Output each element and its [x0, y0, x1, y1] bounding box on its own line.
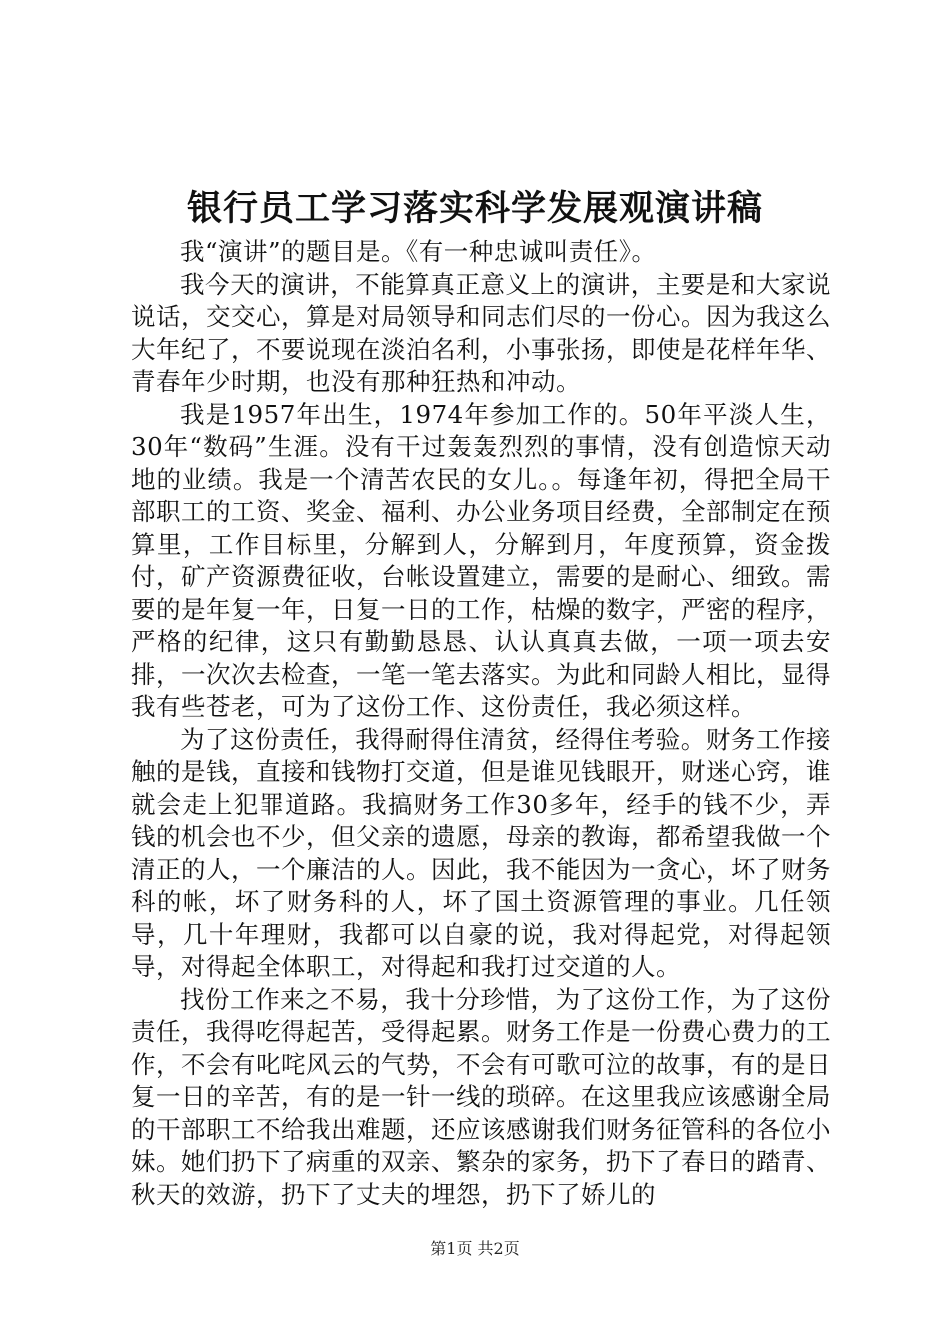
- paragraph-5: 找份工作来之不易，我十分珍惜，为了这份工作，为了这份责任，我得吃得起苦，受得起累。财务工作是一份费心费力的工作，不会有叱咤风云的气势，不会有可歌可泣的故事，有的是日复一日的辛苦，有的是一针一线的琐碎。在这里我应该感谢全局的干部职工不给我出难题，还应该感谢我们财务征管科的各位小妹。她们扔下了病重的双亲、繁杂的家务，扔下了春日的踏青、秋天的效游，扔下了丈夫的埋怨，扔下了娇儿的: [131, 984, 831, 1209]
- paragraph-4: 为了这份责任，我得耐得住清贫，经得住考验。财务工作接触的是钱，直接和钱物打交道，但是谁见钱眼开，财迷心窍，谁就会走上犯罪道路。我搞财务工作30多年，经手的钱不少，弄钱的机会也不少，但父亲的遗愿，母亲的教诲，都希望我做一个清正的人，一个廉洁的人。因此，我不能因为一贪心，坏了财务科的帐，坏了财务科的人，坏了国土资源管理的事业。几任领导，几十年理财，我都可以自豪的说，我对得起党，对得起领导，对得起全体职工，对得起和我打过交道的人。: [131, 724, 831, 981]
- paragraph-3: 我是1957年出生，1974年参加工作的。50年平淡人生，30年“数码”生涯。没有干过轰轰烈烈的事情，没有创造惊天动地的业绩。我是一个清苦农民的女儿。。每逢年初，得把全局干部职工的工资、奖金、福利、办公业务项目经费，全部制定在预算里，工作目标里，分解到人，分解到月，年度预算，资金拨付，矿产资源费征收，台帐设置建立，需要的是耐心、细致。需要的是年复一年，日复一日的工作，枯燥的数字，严密的程序，严格的纪律，这只有勤勤恳恳、认认真真去做，一项一项去安排，一次次去检查，一笔一笔去落实。为此和同龄人相比，显得我有些苍老，可为了这份工作、这份责任，我必须这样。: [131, 399, 831, 721]
- paragraph-1: 我“演讲”的题目是。《有一种忠诚叫责任》。: [180, 237, 657, 266]
- paragraph-2: 我今天的演讲，不能算真正意义上的演讲，主要是和大家说说话，交交心，算是对局领导和同志们尽的一份心。因为我这么大年纪了，不要说现在淡泊名利，小事张扬，即使是花样年华、青春年少时期，也没有那种狂热和冲动。: [131, 269, 831, 396]
- document-title: 银行员工学习落实科学发展观演讲稿: [186, 188, 763, 229]
- document-body: [131, 236, 831, 1211]
- page-number-footer: 第1页 共2页: [430, 1239, 520, 1258]
